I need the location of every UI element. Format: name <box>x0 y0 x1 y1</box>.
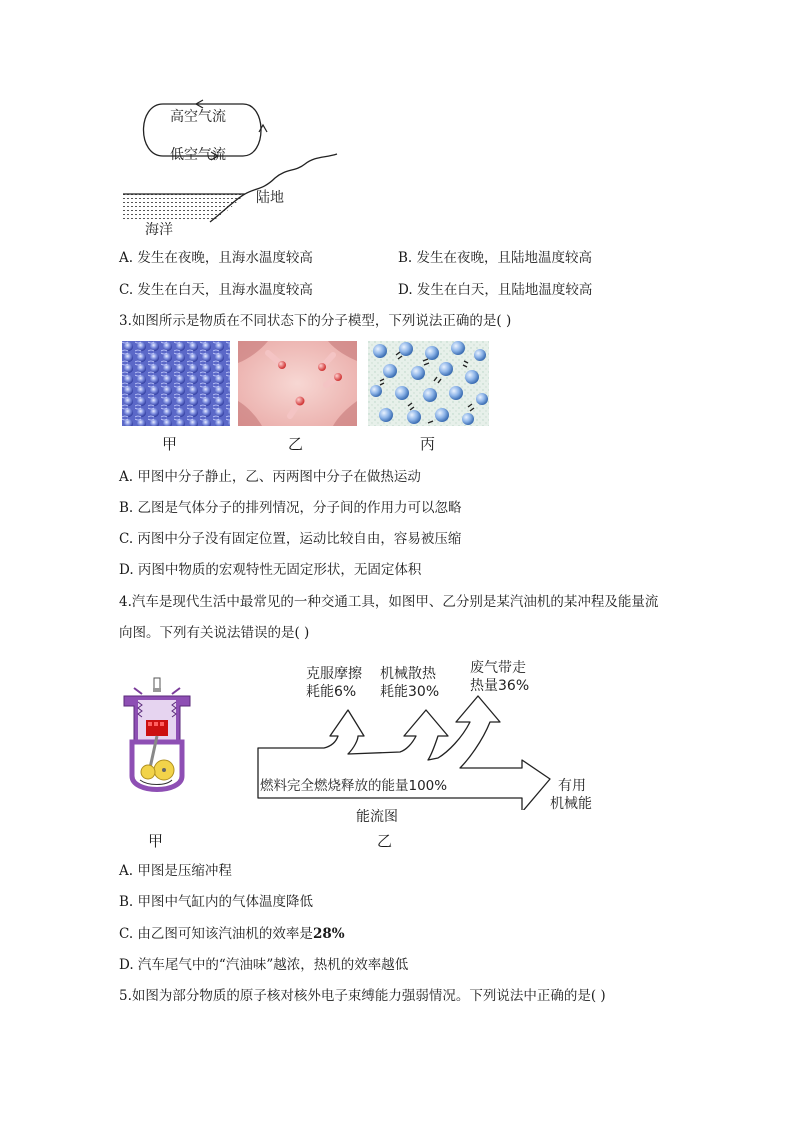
q4-option-c <box>119 925 345 943</box>
engine-stroke-figure <box>118 676 198 804</box>
q4-label-yi: 乙 <box>377 832 393 850</box>
q2-option-a: A. 发生在夜晚，且海水温度较高 <box>119 250 313 266</box>
land-label: 陆地 <box>256 190 284 206</box>
flow-friction-line1: 克服摩擦 <box>306 666 362 682</box>
high-air-label: 高空气流 <box>170 109 226 125</box>
liquid-molecule-image <box>238 341 357 426</box>
q3-label-bing: 丙 <box>420 435 436 453</box>
flow-friction-line2: 耗能6% <box>306 684 357 700</box>
q3-option-d: D. 丙图中物质的宏观特性无固定形状，无固定体积 <box>119 562 422 578</box>
flow-useful-line2: 机械能 <box>550 796 592 810</box>
ocean-label: 海洋 <box>145 222 173 238</box>
sea-breeze-diagram <box>115 98 350 243</box>
q4-stem-line1: 4.汽车是现代生活中最常见的一种交通工具，如图甲、乙分别是某汽油机的某冲程及能量流 <box>119 594 659 610</box>
q2-option-c: C. 发生在白天，且海水温度较高 <box>119 282 313 298</box>
energy-flow-diagram <box>250 650 610 810</box>
flow-heat-line1: 机械散热 <box>380 666 436 682</box>
q3-option-b: B. 乙图是气体分子的排列情况，分子间的作用力可以忽略 <box>119 500 462 516</box>
q4-stem-line2: 向图。下列有关说法错误的是( ) <box>119 625 310 641</box>
q4-option-c-text: C. 由乙图可知该汽油机的效率是 <box>119 926 313 942</box>
q3-option-c: C. 丙图中分子没有固定位置，运动比较自由，容易被压缩 <box>119 531 462 547</box>
flow-heat-line2: 耗能30% <box>380 684 440 700</box>
q3-label-yi: 乙 <box>288 435 304 453</box>
flow-useful-line1: 有用 <box>558 778 586 794</box>
q2-option-d: D. 发生在白天，且陆地温度较高 <box>398 282 593 298</box>
q3-stem: 3.如图所示是物质在不同状态下的分子模型，下列说法正确的是( ) <box>119 313 512 329</box>
solid-molecule-image <box>122 341 230 426</box>
q3-label-jia: 甲 <box>162 435 178 453</box>
q4-option-d: D. 汽车尾气中的“汽油味”越浓，热机的效率越低 <box>119 957 409 973</box>
q2-option-b: B. 发生在夜晚，且陆地温度较高 <box>398 250 593 266</box>
low-air-label: 低空气流 <box>170 147 226 163</box>
q3-option-a: A. 甲图中分子静止，乙、丙两图中分子在做热运动 <box>119 469 421 485</box>
q4-option-a: A. 甲图是压缩冲程 <box>119 863 232 879</box>
flow-input-label: 燃料完全燃烧释放的能量100% <box>260 778 448 794</box>
q4-option-c-value: 28% <box>312 926 345 942</box>
flow-title: 能流图 <box>356 809 398 825</box>
q4-label-jia: 甲 <box>148 832 164 850</box>
flow-exhaust-line1: 废气带走 <box>470 660 526 676</box>
coastline <box>210 154 337 222</box>
q4-option-b: B. 甲图中气缸内的气体温度降低 <box>119 894 314 910</box>
gas-molecule-image <box>368 341 489 426</box>
flow-exhaust-line2: 热量36% <box>470 678 530 694</box>
q5-stem: 5.如图为部分物质的原子核对核外电子束缚能力强弱情况。下列说法中正确的是( ) <box>119 988 606 1004</box>
